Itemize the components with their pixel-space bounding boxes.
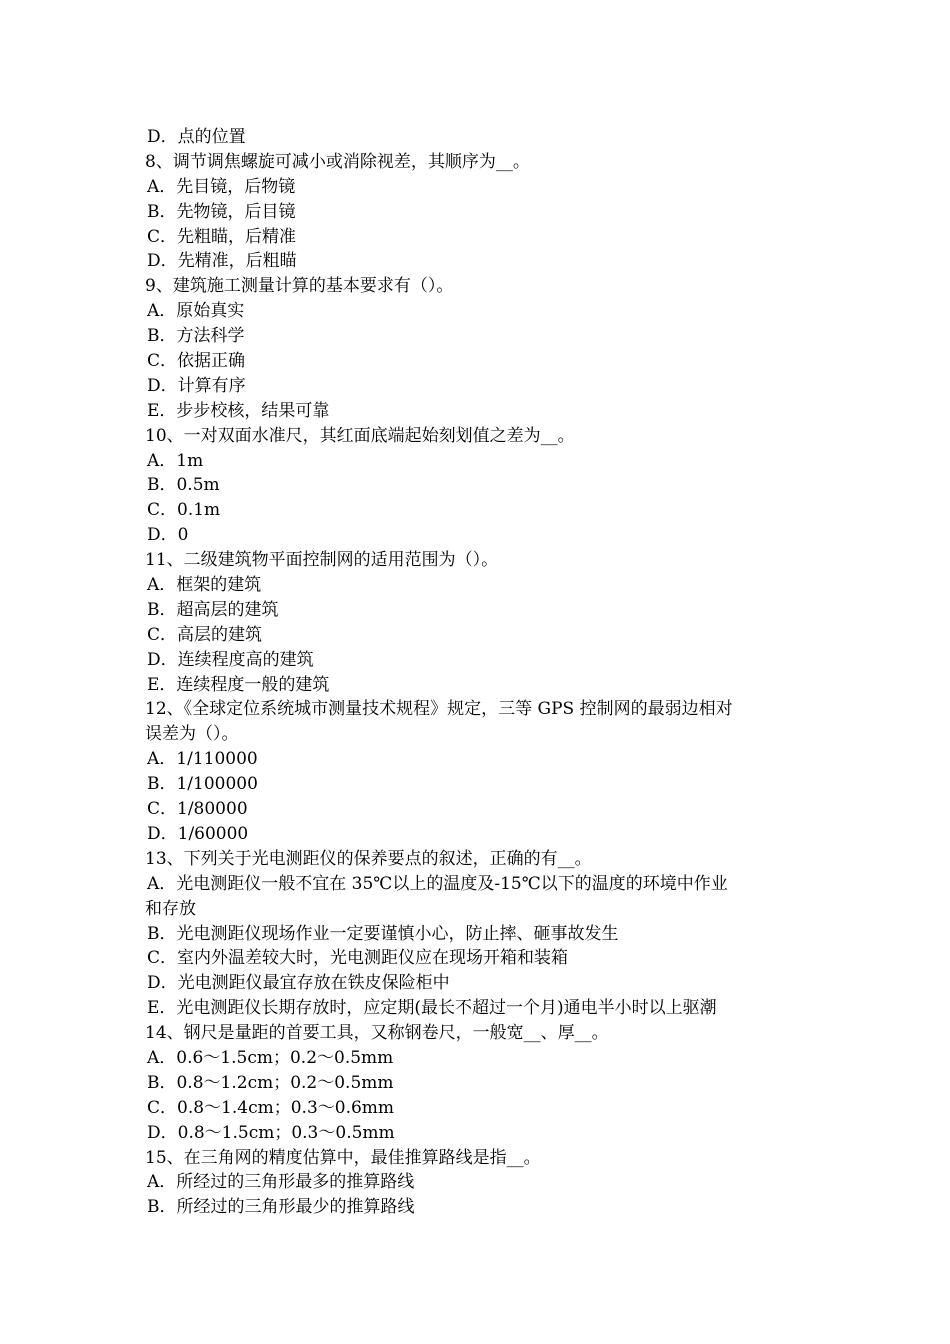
option-line: D．0 [147,525,189,546]
question-line: 11、二级建筑物平面控制网的适用范围为（）。 [145,550,499,571]
option-line: B．0.8～1.2cm；0.2～0.5mm [147,1072,394,1093]
option-line: D．计算有序 [147,375,246,396]
option-line: A．光电测距仪一般不宜在 35℃以上的温度及-15℃以下的温度的环境中作业 [147,873,728,894]
option-line: C．依据正确 [147,351,246,372]
option-line: C．0.8～1.4cm；0.3～0.6mm [147,1097,395,1118]
option-line: B．1/100000 [147,774,258,795]
option-line: C．1/80000 [147,799,248,820]
option-line: A．0.6～1.5cm；0.2～0.5mm [147,1047,394,1068]
question-line: 15、在三角网的精度估算中，最佳推算路线是指__。 [145,1147,541,1168]
option-line: C．0.1m [147,500,221,521]
question-line: 13、下列关于光电测距仪的保养要点的叙述，正确的有__。 [145,848,592,869]
option-line: A．1m [147,450,204,471]
option-line: D．连续程度高的建筑 [147,649,314,670]
continuation-line: 和存放 [145,898,196,919]
question-line: 9、建筑施工测量计算的基本要求有（）。 [145,276,454,297]
question-line: 14、钢尺是量距的首要工具，又称钢卷尺，一般宽__、厚__。 [145,1023,609,1044]
option-line: B．超高层的建筑 [147,599,279,620]
option-line: B．光电测距仪现场作业一定要谨慎小心，防止摔、砸事故发生 [147,923,619,944]
option-line: B．先物镜，后目镜 [147,201,296,222]
option-line: E．光电测距仪长期存放时，应定期(最长不超过一个月)通电半小时以上驱潮 [147,998,717,1019]
option-line: A．1/110000 [147,749,258,770]
question-line: 12、《全球定位系统城市测量技术规程》规定，三等 GPS 控制网的最弱边相对 [145,699,733,720]
option-line: D．1/60000 [147,823,249,844]
option-line: D．0.8～1.5cm；0.3～0.5mm [147,1122,395,1143]
option-line: D．点的位置 [147,127,246,147]
option-line: D．光电测距仪最宜存放在铁皮保险柜中 [147,973,450,994]
option-line: A．先目镜，后物镜 [147,176,296,197]
option-line: A．所经过的三角形最多的推算路线 [147,1172,415,1193]
question-line: 8、调节调焦螺旋可减小或消除视差，其顺序为__。 [145,151,530,172]
option-line: E．连续程度一般的建筑 [147,674,330,695]
option-line: E．步步校核，结果可靠 [147,400,330,421]
document-body [145,125,810,1220]
option-line: C．先粗瞄，后精准 [147,226,297,247]
option-line: A．原始真实 [147,301,245,322]
option-line: D．先精准，后粗瞄 [147,251,297,272]
continuation-line: 误差为（）。 [145,724,239,745]
option-line: C．室内外温差较大时，光电测距仪应在现场开箱和装箱 [147,948,569,969]
option-line: C．高层的建筑 [147,624,263,645]
option-line: B．方法科学 [147,326,245,347]
option-line: A．框架的建筑 [147,575,262,596]
question-line: 10、一对双面水准尺，其红面底端起始刻划值之差为__。 [145,425,575,446]
option-line: B．所经过的三角形最少的推算路线 [147,1197,415,1218]
option-line: B．0.5m [147,475,220,496]
